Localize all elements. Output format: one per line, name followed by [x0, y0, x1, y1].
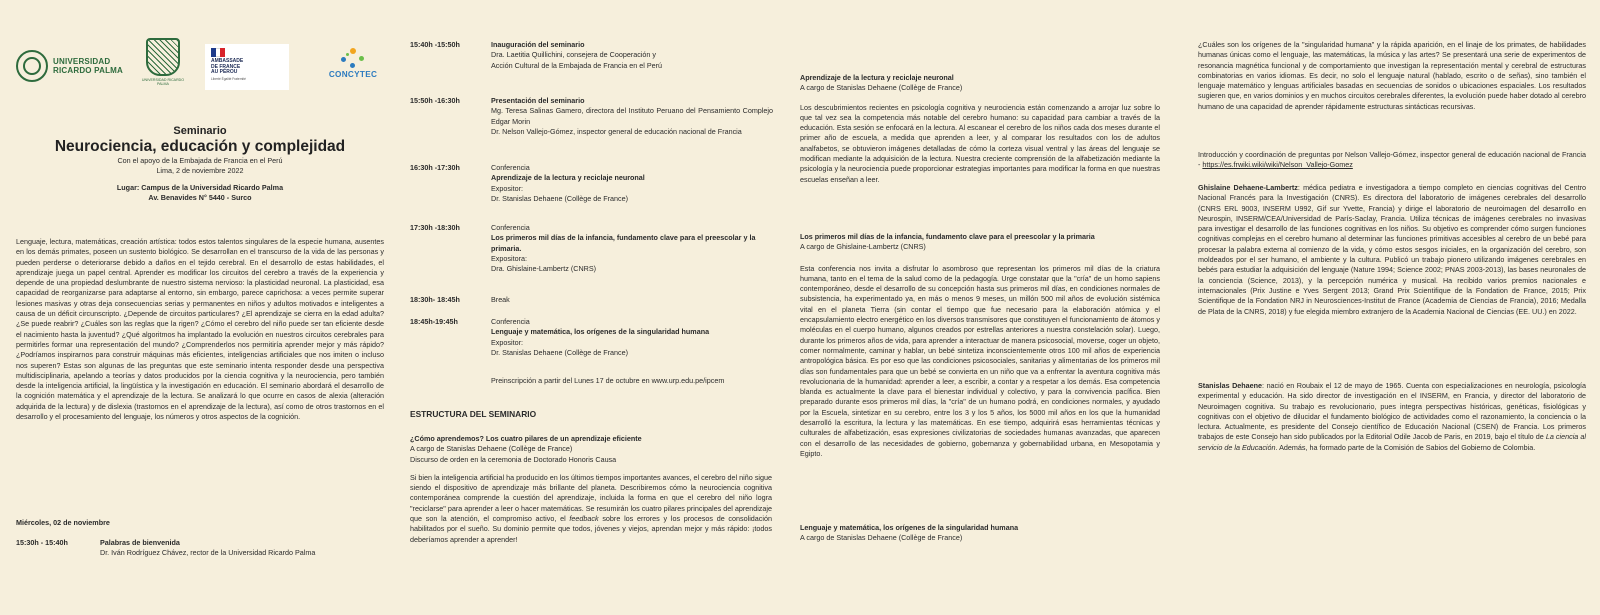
date-line: Lima, 2 de noviembre 2022: [156, 165, 244, 175]
logo-strip: [16, 34, 384, 98]
bio-ghislaine: [1198, 183, 1586, 317]
concytec-molecule-icon: [339, 46, 367, 70]
crest-icon: [146, 38, 180, 76]
session-title: Los primeros mil días de la infancia, fundamento clave para el preescolar y la primaria: [800, 232, 1095, 241]
coordination-text: Introducción y coordinación de preguntas por Nelson Vallejo-Gómez, inspector general de educación nacional de Francia -: [1198, 150, 1586, 170]
program-line: Expositora:: [491, 253, 527, 263]
session-title: Aprendizaje de la lectura y reciclaje neuronal: [800, 73, 954, 82]
program-time: 18:45h-19:45h: [410, 317, 458, 326]
program-time: 18:30h- 18:45h: [410, 295, 460, 304]
session-1-text-a: Si bien la inteligencia artificial ha producido en los últimos tiempos importantes avances, el cerebro del niño sigue siendo el dispositivo de aprendizaje más brillante del planeta. Describiremos cómo la neurociencia cognitiva contemporánea comprende la cuestión del aprendizaje, incluida la forma en que el cerebro del niño logra "reciclarse" para aprender a leer o hacer matemáticas. Se resumirán los cuatro pilares principales del aprendizaje que son la atención, el compromiso activo, el: [410, 472, 772, 524]
seminar-title: Neurociencia, educación y complejidad: [54, 138, 346, 155]
session-speaker: A cargo de Stanislas Dehaene (Collège de France): [410, 444, 573, 454]
urp-crest-logo: [140, 38, 186, 94]
urp-logo: [16, 50, 123, 82]
program-time: 16:30h -17:30h: [410, 163, 460, 172]
concytec-logo: [330, 46, 376, 90]
program-time: 17:30h -18:30h: [410, 223, 460, 232]
session-speaker: A cargo de Stanislas Dehaene (Collège de France): [800, 83, 963, 93]
program-title: Presentación del seminario: [491, 96, 585, 105]
program-line: Dr. Iván Rodríguez Chávez, rector de la Universidad Ricardo Palma: [100, 548, 316, 558]
urp-seal-icon: [16, 50, 48, 82]
program-time: 15:40h -15:50h: [410, 40, 460, 49]
ambassade-logo: [205, 44, 289, 90]
urp-logo-line2: RICARDO PALMA: [53, 66, 124, 75]
column-1: [16, 0, 384, 615]
title-block: [16, 124, 384, 202]
bio-stanislas: [1198, 381, 1586, 453]
program-time: 15:50h -16:30h: [410, 96, 460, 105]
ambassade-line1: AMBASSADE: [211, 58, 244, 64]
session-title: ¿Cómo aprendemos? Los cuatro pilares de un aprendizaje eficiente: [410, 434, 642, 443]
program-line: Conferencia: [491, 317, 530, 326]
venue-line-2: Av. Benavides N° 5440 - Surco: [148, 192, 252, 202]
bio-text-b: . Además, ha formado parte de la Comisión de Sabios del Gobierno de Colombia.: [1275, 442, 1536, 452]
intro-paragraph: Lenguaje, lectura, matemáticas, creación artística: todos estos talentos singulares de la especie humana, ausentes en los demás primates, poseen un sustento biológico. Se desarrollan en el transcurso de la vida de las personas y pueden perderse o deteriorarse debido a daños en el tejido cerebral. En el desarrollo de estas habilidades, el aprendizaje juega un papel central. Aprender es modificar los circuitos del cerebro a través de la experiencia y depende de una propiedad deslumbrante de nuestro sistema nervioso: la plasticidad neuronal. La plasticidad, esa capacidad de reorganizarse para adaptarse al entorno, sin embargo, parece caprichosa: a veces permite superar lesiones masivas y otras deja consecuencias serias y permanentes en niños y adultos motivados e inteligentes a causa de un déficit circunscripto. ¿Depende de circuitos particulares? ¿El aprendizaje se cierra en la edad adulta? ¿Se puede reabrir? ¿Cuáles son las reglas que la rigen? ¿Cómo el cerebro del niño puede ser tan eficiente desde el nacimiento hasta la juventud? ¿Qué algoritmos ha implantado la evolución en nuestros circuitos cerebrales para permitirles formar una representación del mundo? ¿Comprenderlos nos permitiría aprender mejor y más rápido? ¿Podríamos inspirarnos para construir máquinas más eficientes, inteligencias artificiales que nos imiten o incluso nos superen? Estas son algunas de las preguntas que este seminario intenta responder desde una perspectiva multidisciplinaria, apelando a teorías y datos producidos por la ciencia cognitiva y la neurociencia, pero también desde la inteligencia artificial, la lingüística y la investigación en educación. El seminario abordará el desarrollo de la cognición matemática y el aprendizaje de la lectura. Se analizará lo que ocurre en casos de alexia (alteración adquirida de la lectura) y de dislexia (trastornos en el aprendizaje de la lectura), así como de otros trastornos en el desarrollo y el procesamiento del lenguaje, los números y otros aspectos de la cognición.: [16, 237, 384, 422]
column-4: [1198, 0, 1586, 615]
program-title: Aprendizaje de la lectura y reciclaje neuronal: [491, 173, 645, 183]
program-line: Acción Cultural de la Embajada de Francia en el Perú: [491, 60, 662, 70]
session-4-text: ¿Cuáles son los orígenes de la "singularidad humana" y la rápida aparición, en el linaje de los primates, de habilidades humanas únicas como el lenguaje, las matemáticas, la música y las artes? Se presentará una serie de experimentos de resonancia magnética funcional y de comportamiento que investigan la representación mental y cerebral de estructuras combinatorias en varios idiomas. Es decir, no solo el lenguaje natural (hablado, escrito o de señas), sino también el lenguaje matemático y lenguas artificiales basadas en secuencias de sonidos o ubicaciones espaciales. Los resultados sugieren que, en varios dominios y en muchos circuitos cerebrales diferentes, la evolución puede haber dotado al cerebro humano de una capacidad de aprender rápidamente estructuras sintácticas recursivas.: [1198, 40, 1586, 111]
program-line: Dr. Nelson Vallejo-Gómez, inspector general de educación nacional de Francia: [491, 126, 742, 136]
bio-name: Stanislas Dehaene: [1198, 381, 1263, 390]
day-heading: Miércoles, 02 de noviembre: [16, 518, 110, 527]
session-speaker: A cargo de Stanislas Dehaene (Collège de France): [800, 533, 963, 543]
ambassade-line3: AU PÉROU: [211, 69, 238, 76]
session-4-header: [800, 523, 1160, 544]
session-1: [410, 434, 782, 545]
crest-text: UNIVERSIDAD RICARDO PALMA: [141, 78, 185, 86]
program-line: Dr. Stanislas Dehaene (Collège de France): [491, 347, 629, 357]
program-line: Dra. Laetitia Quillichini, consejera de Cooperación y: [491, 50, 657, 60]
program-line: Dra. Ghislaine-Lambertz (CNRS): [491, 264, 597, 274]
bio-text: : médica pediatra e investigadora a tiempo completo en ciencias cognitivas del Centro Nacional Francés para la Investigación (CNRS). Es directora del laboratorio de imágenes cerebrales del desarrollo (CNRS ERL 9003, INSERM U992, Gif sur Yvette, Francia) y dirige el laboratorio de neuroimagen del desarrollo en Neurospin, INSERM/CEA/Universidad de París-Saclay, Francia. Utiliza técnicas de imágenes cerebrales no invasivas para investigar el desarrollo de las funciones cognitivas en los niños. Su objetivo es comprender cómo surgen funciones cognitivas complejas en el cerebro humano al determinar las funciones primitivas accesibles al cerebro de un bebé para procesar la palabra externa al comienzo de la vida, y cómo estos sesgos iniciales, en la organización del cerebro, son moldeados por el ser humano, el ambiente y la cultura. Publicó un trabajo pionero utilizando imágenes cerebrales en bebés para estudiar la adquisición del lenguaje (Nature 1994; Science 2002; PNAS 2003-2013), las bases neuronales de la conciencia (Science, 2013), y la percepción numérica y musical. Ha recibido varios premios nacionales e internacionales (Prix Justine e Yves Sergent 2013; Grand Prix Scientifique de la Fondation de France, 2015; Prix Scientifique de la Fondation NRJ in Neurosciences-Institut de France (Academia de Ciencias de Francia), 2016; Medalla de Plata de la CNRS, 2018) y fue elegida miembro extranjero de la Academia Nacional de Ciencias (EE. UU.) en 2022.: [1198, 183, 1586, 316]
program-time: 15:30h - 15:40h: [16, 538, 68, 547]
column-2: [410, 0, 782, 615]
program-line: Conferencia: [491, 223, 530, 232]
urp-logo-line1: UNIVERSIDAD: [53, 57, 111, 66]
program-line: Conferencia: [491, 163, 530, 172]
session-3: [800, 232, 1160, 459]
bio-name: Ghislaine Dehaene-Lambertz: [1198, 183, 1298, 192]
ambassade-line2: DE FRANCE: [211, 63, 241, 70]
bio-text-a: : nació en Roubaix el 12 de mayo de 1965. Cuenta con especializaciones en neurología, psicología experimental y educación. Ha sido director de investigación en el INSERM, en Francia, y director del laboratorio de Neuroimagen cognitiva. Su trabajo es revolucionario, pues integra perspectivas históricas, genéticas, fisiológicas y cognitivas con el objetivo de dilucidar el fundamento biológico de actividades como el razonamiento, la conciencia o la lectura. Actualmente, es presidente del Consejo científico de Educación Nacional (CSEN) de Francia. Los primeros trabajos de este Consejo han sido publicados por la Editorial Odile Jacob de Paris, en 2019, bajo el título de: [1198, 381, 1586, 442]
program-line: Expositor:: [491, 337, 523, 347]
session-2: [800, 73, 1160, 185]
program-line: Dr. Stanislas Dehaene (Collège de France): [491, 193, 629, 203]
concytec-text: CONCYTEC: [328, 70, 378, 79]
coordination-note: [1198, 150, 1586, 171]
session-2-text: Los descubrimientos recientes en psicología cognitiva y neurociencia están comenzando a arrojar luz sobre lo que tal vez sea la competencia más notable del cerebro humano: su capacidad para cambiar a través de la educación. Esta sesión se enfocará en la lectura. Al escanear el cerebro de los niños cada dos meses durante el primer año de escuela, a medida que aprenden a leer, y al comparar los resultados con los de adultos analfabetos, se obtuvieron imágenes detalladas de cómo la corteza visual ventral y las áreas del lenguaje se modifican mediante la adquisición de la lectura. Nuestra creciente comprensión de la alfabetización mediante la psicología y la neurociencia puede proporcionar estrategias importantes para modificar la forma en que nuestras escuelas enseñan a leer.: [800, 102, 1160, 184]
program-title: Lenguaje y matemática, los orígenes de la singularidad humana: [491, 327, 710, 337]
session-3-text: Esta conferencia nos invita a disfrutar lo asombroso que representan los primeros mil días de la criatura humana, tanto en el tema de la salud como de la pedagogía. Urge constatar que la "cría" de un homo sapiens contemporáneo, desde el desarrollo de su concepción hasta sus primeros mil días, en condiciones normales de subsistencia, ha experimentado ya, en más o menos 9 meses, un millón 500 mil años de evolución sistémica vital en el planeta Tierra (sin contar el tiempo que fue necesario para la elaboración atómica y el encapsulamiento electro energético en los diversos transmisores que constituyen el funcionamiento de átomos y moléculas en el cuerpo humano, algunos creados por estrellas anteriores a nuestra constelación solar). Luego, durante los primeros años de vida, para aprender a interactuar de manera psicosocial, moverse, coger un objeto, comer normalmente, caminar y hablar, un bebé sintetiza inconscientemente otros 100 mil años de experiencia antropológica básica. Es por eso que las condiciones psicosociales, sanitarias y alimentarias de los primeros mil días son fundamentales para que un bebé se convierta en un niño que va a enfrentar la aventura cognitiva más revolucionaria de la humanidad: aprender a leer, a escribir, a contar y a respetar a los demás. Esa competencia blanda es actualmente la clave para el bienestar individual y colectivo, y para la convivencia pacífica. Bien preparado durante esos primeros mil días, la "cría" de un humano podrá, en condiciones normales, y ayudado por la Escuela, sintetizar en su cerebro, entre los 3 y los 5 años, los 5000 mil años en los que la humanidad desarrolló la escritura, la lectura y las matemáticas. En ese tiempo, adquirirá esas herramientas técnicas y culturales de alfabetización, esas expresiones civilizatorias de sociedades humanas avanzadas, que aparecen con el desarrollo de las necesidades de gobierno, gobernanza y gobernabilidad urbana, en Mesopotamia y Egipto.: [800, 263, 1160, 458]
program-title: Inauguración del seminario: [491, 40, 585, 49]
program-title: Los primeros mil días de la infancia, fundamento clave para el preescolar y la primaria.: [491, 233, 756, 253]
venue-line-1: Lugar: Campus de la Universidad Ricardo Palma: [116, 183, 284, 192]
bio-book-title: La ciencia al servicio de la Educación: [1198, 432, 1586, 452]
preinscription-note: Preinscripción a partir del Lunes 17 de octubre en www.urp.edu.pe/ipcem: [491, 376, 725, 385]
program-title: Palabras de bienvenida: [100, 538, 180, 547]
session-speaker: A cargo de Ghislaine-Lambertz (CNRS): [800, 242, 926, 252]
program-line: Mg. Teresa Salinas Gamero, directora del Instituto Peruano del Pensamiento Complejo Edgar Morin: [491, 106, 773, 126]
seminar-label: Seminario: [173, 125, 227, 137]
session-1-text: [410, 473, 772, 545]
support-line: Con el apoyo de la Embajada de Francia en el Perú: [117, 156, 283, 165]
session-1-text-b: sobre los errores y los procesos de consolidación habilitados por el sueño. Su dominio permite que todos, jóvenes y viejos, aprendan mejor y más rápido: ¡todos deberíamos aprender a aprender!: [410, 514, 772, 544]
session-note: Discurso de orden en la ceremonia de Doctorado Honoris Causa: [410, 454, 617, 464]
program-line: Break: [491, 295, 510, 304]
session-title: Lenguaje y matemática, los orígenes de la singularidad humana: [800, 523, 1019, 532]
structure-heading: ESTRUCTURA DEL SEMINARIO: [410, 409, 537, 419]
session-1-text-em: feedback: [569, 514, 599, 524]
program-line: Expositor:: [491, 183, 523, 193]
ambassade-motto: Liberté Égalité Fraternité: [211, 76, 246, 81]
french-flag-icon: [211, 48, 225, 57]
column-3: [800, 0, 1170, 615]
wiki-link[interactable]: https://es.frwiki.wiki/wiki/Nelson_Vallejo-Gomez: [1202, 160, 1353, 170]
